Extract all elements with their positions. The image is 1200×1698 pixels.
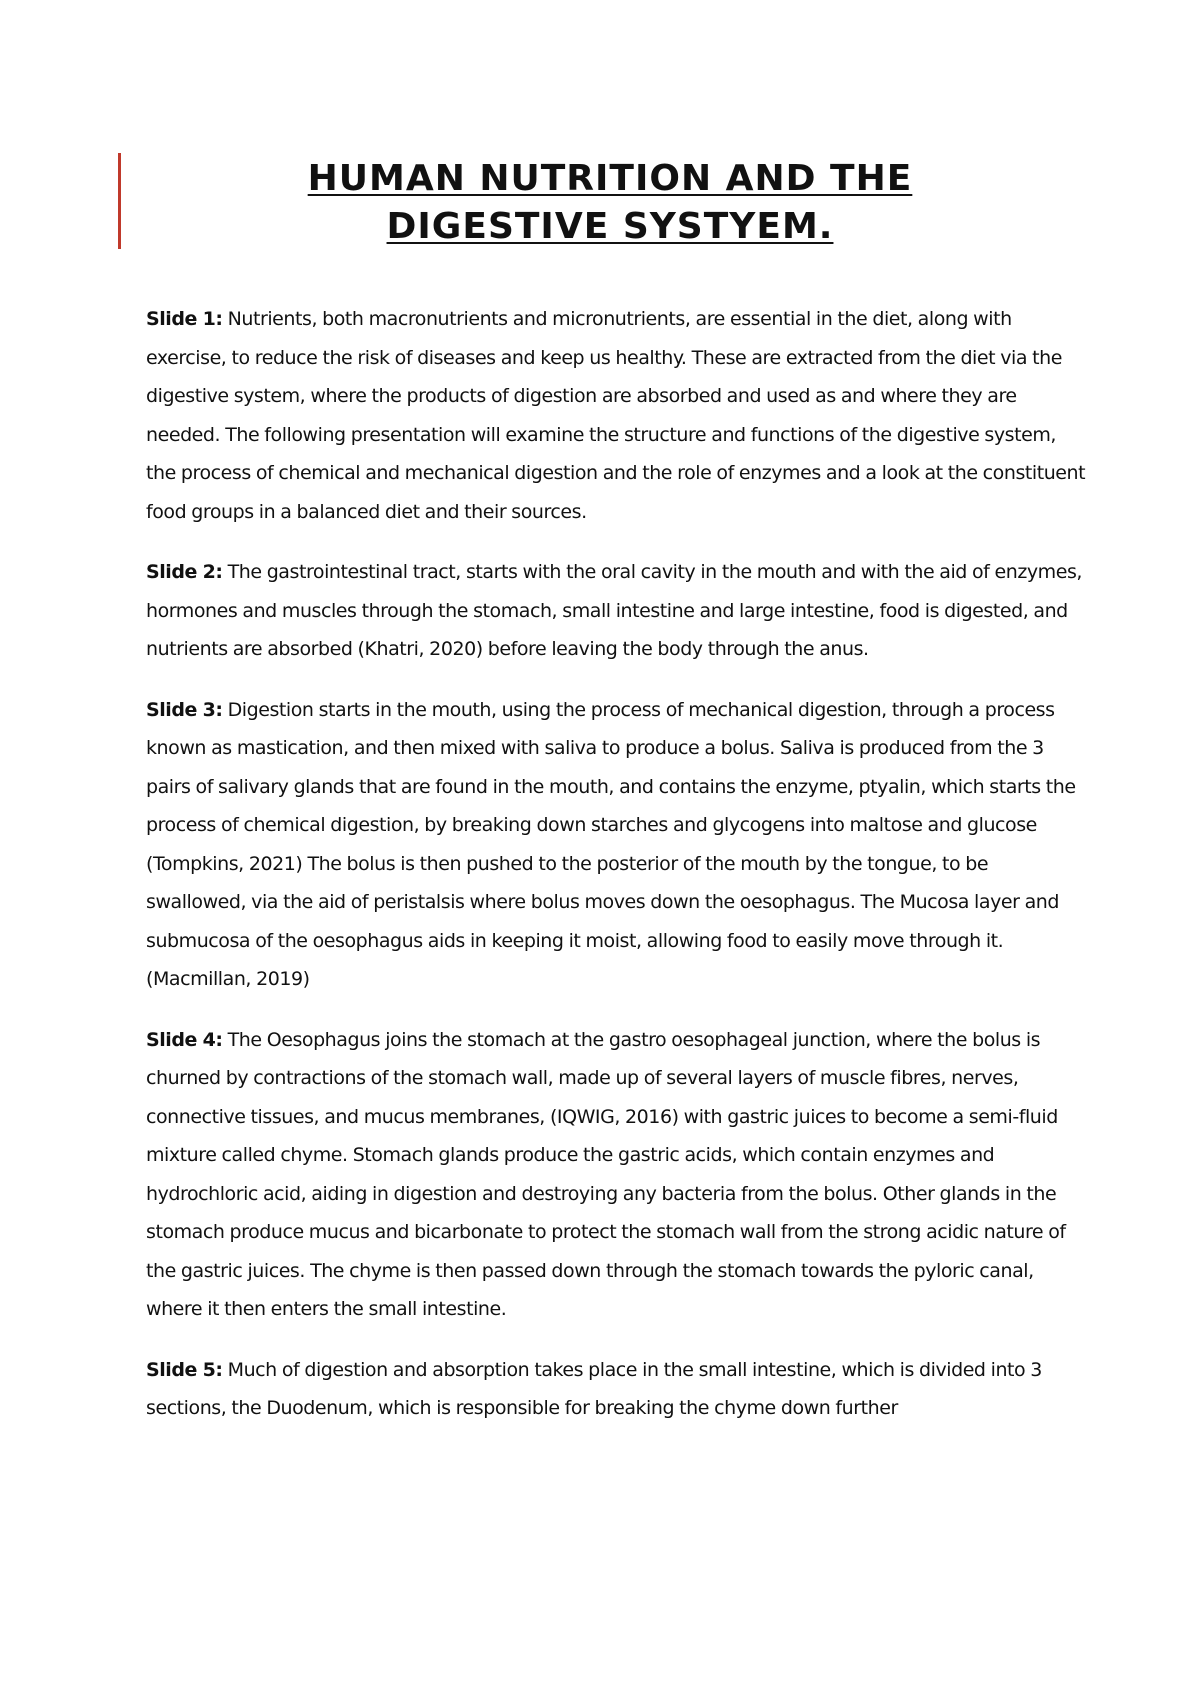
paragraph-label: Slide 3: xyxy=(146,698,223,721)
paragraph-text: Nutrients, both macronutrients and micronutrients, are essential in the diet, along with exercise, to reduce the risk of diseases and keep us healthy. These are extracted from the diet via the digestive system, where the products of digestion are absorbed and used as and where they are needed. The following presentation will examine the structure and functions of the digestive system, the process of chemical and mechanical digestion and the role of enzymes and a look at the constituent food groups in a balanced diet and their sources. xyxy=(146,308,1086,523)
paragraph-slide-1 xyxy=(146,300,1086,531)
paragraph-slide-4 xyxy=(146,1021,1086,1329)
paragraph-label: Slide 4: xyxy=(146,1028,223,1051)
document-title: HUMAN NUTRITION AND THE DIGESTIVE SYSTYEM. xyxy=(307,158,913,247)
paragraph-slide-2 xyxy=(146,553,1086,669)
paragraph-text: The gastrointestinal tract, starts with the oral cavity in the mouth and with the aid of enzymes, hormones and muscles through the stomach, small intestine and large intestine, food is digested, and nutrients are absorbed (Khatri, 2020) before leaving the body through the anus. xyxy=(146,561,1082,660)
paragraph-label: Slide 1: xyxy=(146,308,223,330)
paragraph-text: Much of digestion and absorption takes place in the small intestine, which is divided into 3 sections, the Duodenum, which is responsible for breaking the chyme down further xyxy=(146,1358,1042,1419)
paragraph-text: The Oesophagus joins the stomach at the gastro oesophageal junction, where the bolus is churned by contractions of the stomach wall, made up of several layers of muscle fibres, nerves, connective tissues, and mucus membranes, (IQWIG, 2016) with gastric juices to become a semi-fluid mixture called chyme. Stomach glands produce the gastric acids, which contain enzymes and hydrochloric acid, aiding in digestion and destroying any bacteria from the bolus. Other glands in the stomach produce mucus and bicarbonate to protect the stomach wall from the strong acidic nature of the gastric juices. The chyme is then passed down through the stomach towards the pyloric canal, where it then enters the small intestine. xyxy=(146,1028,1066,1320)
paragraph-slide-3 xyxy=(146,691,1086,999)
paragraph-text: Digestion starts in the mouth, using the process of mechanical digestion, through a process known as mastication, and then mixed with saliva to produce a bolus. Saliva is produced from the 3 pairs of salivary glands that are found in the mouth, and contains the enzyme, ptyalin, which starts the process of chemical digestion, by breaking down starches and glycogens into maltose and glucose (Tompkins, 2021) The bolus is then pushed to the posterior of the mouth by the tongue, to be swallowed, via the aid of peristalsis where bolus moves down the oesophagus. The Mucosa layer and submucosa of the oesophagus aids in keeping it moist, allowing food to easily move through it. (Macmillan, 2019) xyxy=(146,698,1076,990)
paragraph-label: Slide 2: xyxy=(146,561,223,583)
change-bar xyxy=(118,153,121,249)
paragraph-label: Slide 5: xyxy=(146,1358,223,1381)
paragraph-slide-5 xyxy=(146,1351,1086,1428)
document-body xyxy=(146,300,1086,1450)
